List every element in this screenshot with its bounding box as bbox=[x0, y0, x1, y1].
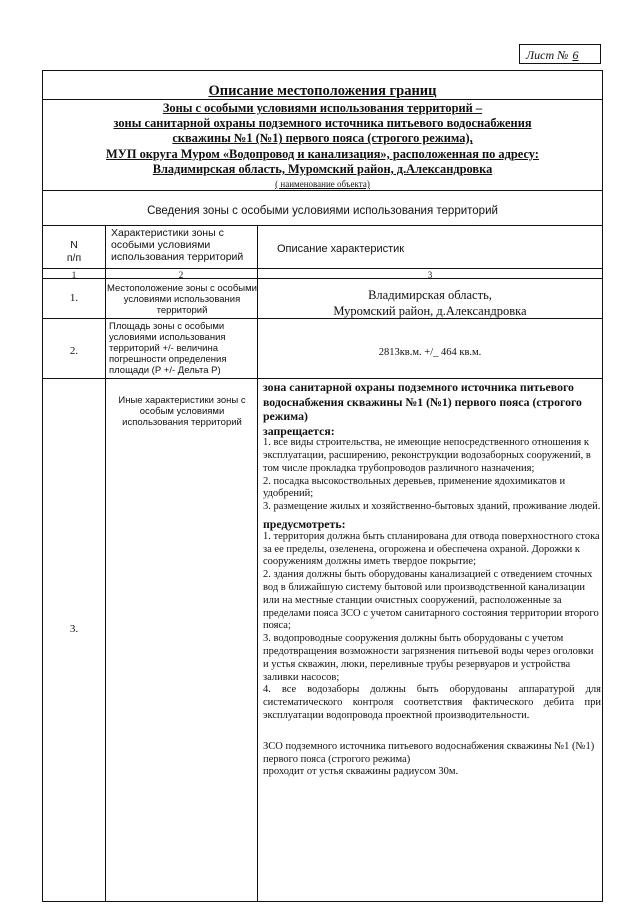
sheet-number: 6 bbox=[572, 48, 579, 62]
closing-text: проходит от устья скважины радиусом 30м. bbox=[263, 766, 459, 778]
col-number: 1 bbox=[71, 270, 77, 280]
col-header-n: N п/п bbox=[66, 239, 82, 264]
row-description bbox=[263, 380, 601, 779]
row-description: 2813кв.м. +/_ 464 кв.м. bbox=[378, 347, 482, 358]
list-item: 3. водопроводные сооружения должны быть оборудованы с учетом предотвращения возможности загрязнения питьевой воды через оголовки и устья скважин, люки, переливные трубы резервуаров и устройства заливки насосов; bbox=[263, 633, 594, 683]
sheet-label: Лист № bbox=[526, 48, 569, 62]
zone-heading: зона санитарной охраны подземного источника питьевого водоснабжения скважины №1 (№1) первого пояса (строгого режима) bbox=[263, 380, 582, 423]
document-frame bbox=[42, 70, 603, 902]
row-characteristic: Местоположение зоны с особыми условиями использования территорий bbox=[107, 283, 257, 316]
header-line: Зоны с особыми условиями использования территорий – bbox=[162, 101, 483, 115]
closing-text: ЗСО подземного источника питьевого водоснабжения скважины №1 (№1) первого пояса (строгого режима) bbox=[263, 740, 595, 765]
description-line: Владимирская область, bbox=[368, 288, 492, 302]
list-item: 4. все водозаборы должны быть оборудованы аппаратурой для систематического контроля соответствия фактического дебита при эксплуатации водопровода проектной производительности. bbox=[263, 684, 601, 722]
col-number: 3 bbox=[427, 270, 433, 280]
row-number: 2. bbox=[69, 345, 79, 357]
header-note: ( наименование объекта) bbox=[275, 179, 370, 189]
row-description bbox=[257, 287, 603, 319]
header-line: скважины №1 (№1) первого пояса (строгого режима), bbox=[172, 131, 473, 146]
list-item: 1. все виды строительства, не имеющие непосредственного отношения к эксплуатации, расширению, реконструкции водозаборных сооружений, в том числе прокладка трубопроводов различного назначения; bbox=[263, 437, 591, 474]
header-line: МУП округа Муром «Водопровод и канализация», расположенная по адресу: bbox=[106, 146, 539, 161]
row-characteristic: Площадь зоны с особыми условиями использования территорий +/- величина погрешности определения площади (Р +/- Дельта Р) bbox=[109, 321, 227, 376]
sheet-number-box bbox=[519, 44, 601, 64]
object-header bbox=[43, 101, 602, 177]
col-header-characteristics: Характеристики зоны с особыми условиями использования территорий bbox=[111, 227, 244, 263]
list-item: 1. территория должна быть спланирована для отвода поверхностного стока за ее пределы, озеленена, огорожена и обеспечена охраной. Дорожки к сооружениям должны иметь твердое покрытие; bbox=[263, 530, 600, 568]
row-number: 1. bbox=[69, 292, 79, 304]
page-title: Описание местоположения границ bbox=[208, 83, 437, 99]
col-header-description: Описание характеристик bbox=[277, 243, 405, 255]
description-line: Муромский район, д.Александровка bbox=[333, 304, 527, 318]
list-item: 3. размещение жилых и хозяйственно-бытовых зданий, проживание людей. bbox=[263, 501, 601, 513]
header-line: Владимирская область, Муромский район, д.Александровка bbox=[152, 161, 493, 176]
provide-label: предусмотреть: bbox=[263, 517, 346, 532]
row-characteristic: Иные характеристики зоны с особым условиями использования территорий bbox=[118, 395, 246, 428]
list-item: 2. посадка высокоствольных деревьев, применение ядохимикатов и удобрений; bbox=[263, 475, 566, 500]
row-number: 3. bbox=[69, 623, 79, 635]
section-title: Сведения зоны с особыми условиями использования территорий bbox=[147, 205, 498, 217]
list-item: 2. здания должны быть оборудованы канализацией с отведением сточных вод в ближайшую систему бытовой или производственной канализации или на местные станции очистных сооружений, расположенные за пределами пояса ЗСО с учетом санитарного состояния территории второго пояса; bbox=[263, 569, 599, 632]
prohibited-label: запрещается: bbox=[263, 423, 335, 438]
header-line: зоны санитарной охраны подземного источника питьевого водоснабжения bbox=[113, 116, 532, 131]
col-number: 2 bbox=[178, 270, 184, 280]
